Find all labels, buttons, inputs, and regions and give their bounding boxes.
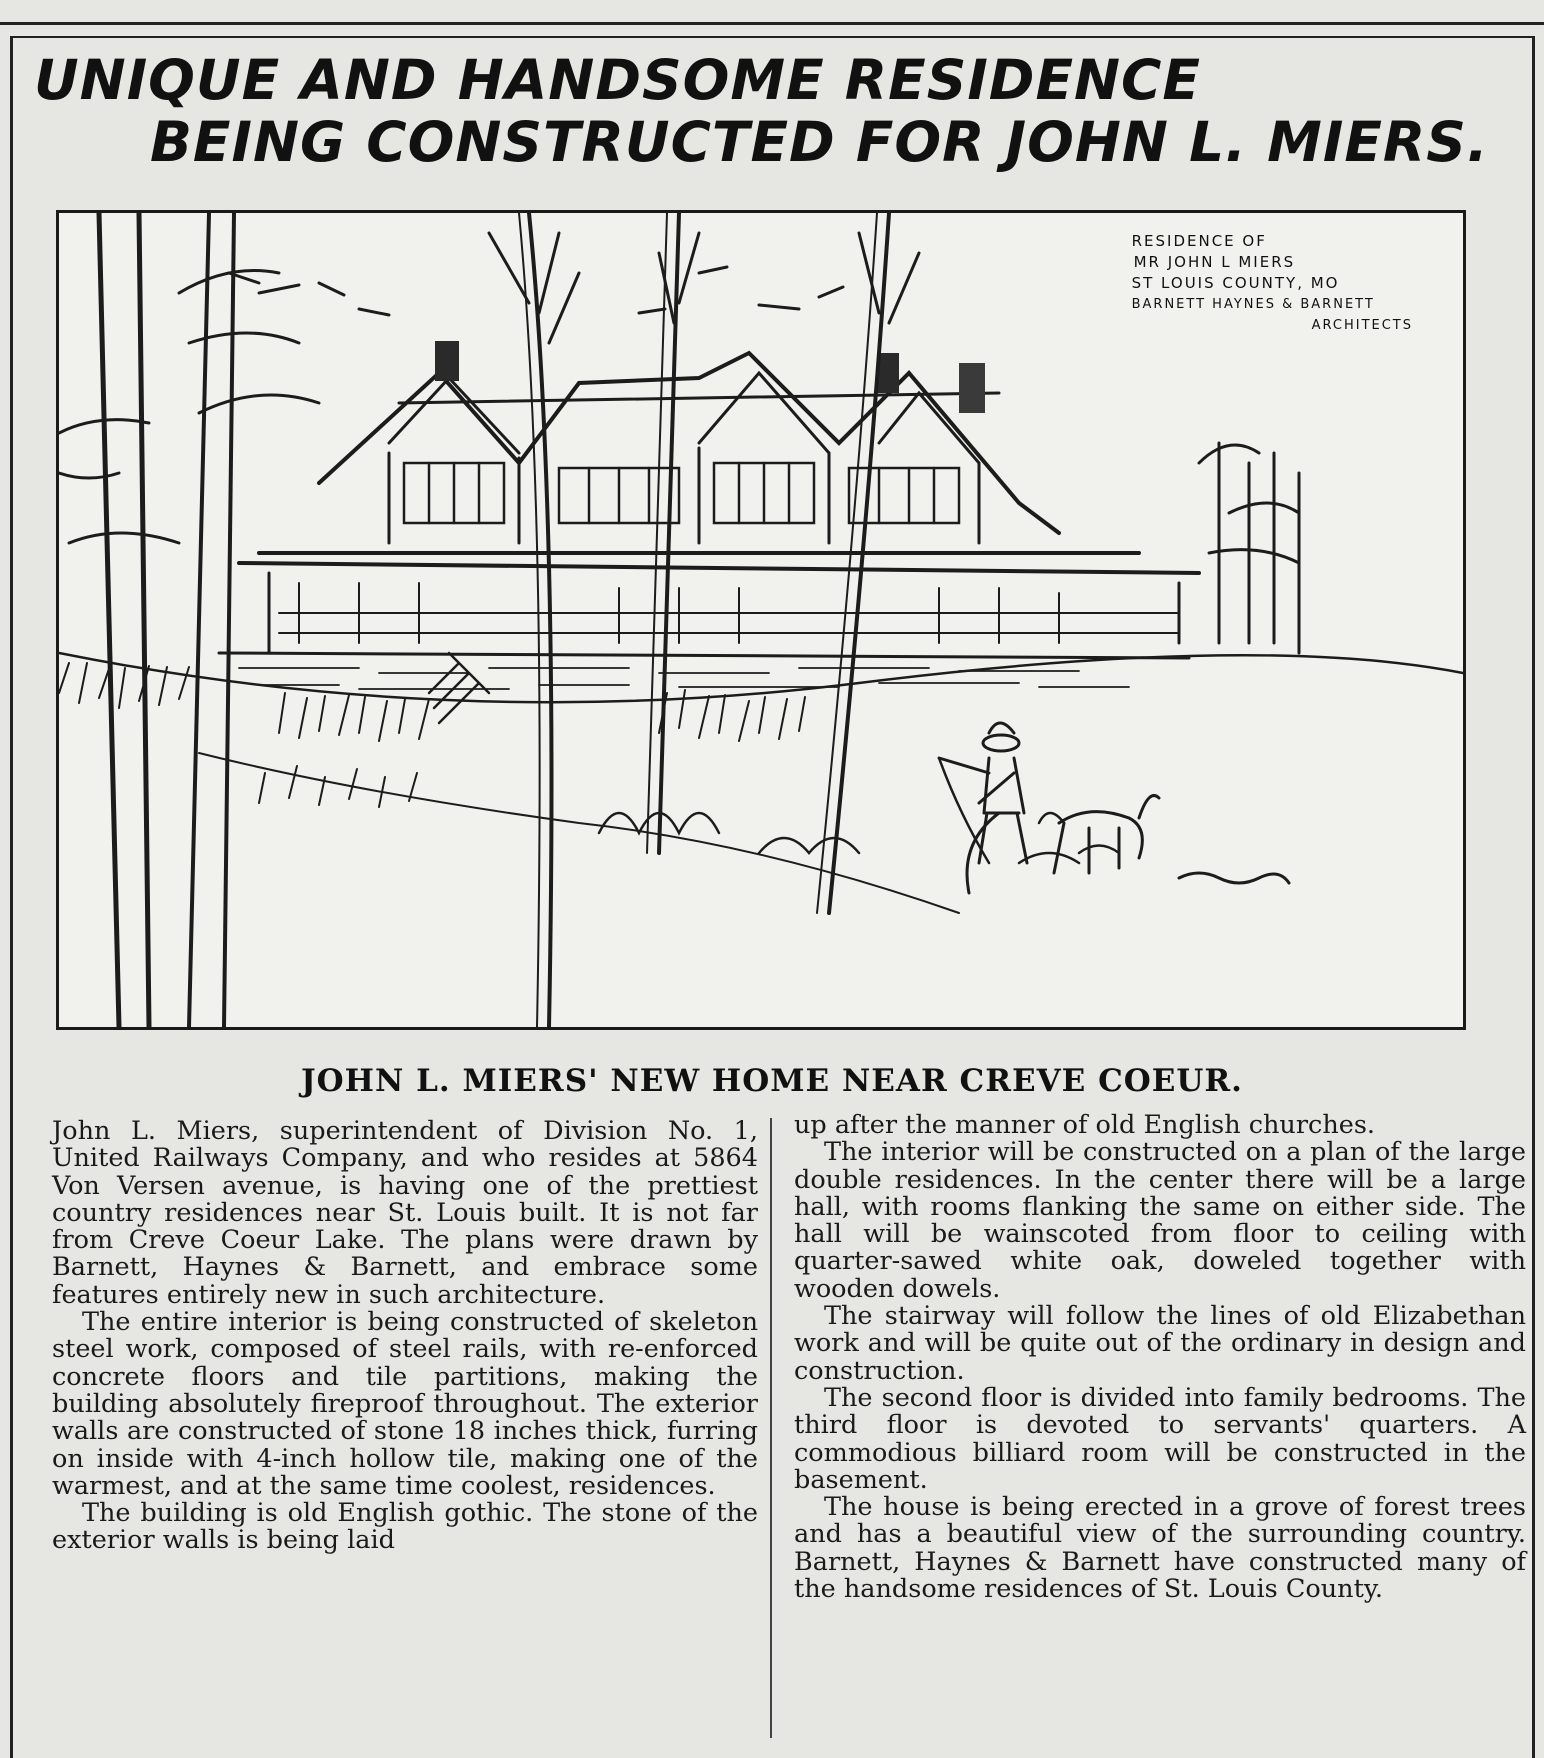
- caption-owner: MR JOHN L MIERS: [1133, 253, 1296, 271]
- paragraph: The entire interior is being constructed of skeleton steel work, composed of steel rails, with re-enforced concrete floors and tile partitions, making the building absolutely fireproof throughout. The exterior walls are constructed of stone 18 inches thick, furring on inside with 4-inch hollow tile, making one of the warmest, and at the same time coolest, residences.: [52, 1307, 758, 1501]
- caption-residence-of: RESIDENCE OF: [1131, 232, 1267, 250]
- frame-right-rule: [1532, 36, 1535, 1758]
- paragraph: John L. Miers, superintendent of Division No. 1, United Railways Company, and who resides at 5864 Von Versen avenue, is having one of the prettiest country residences near St. Louis built. It is not far from Creve Coeur Lake. The plans were drawn by Barnett, Haynes & Barnett, and embrace some features entirely new in such architecture.: [52, 1116, 758, 1310]
- illustration-caption: [1132, 231, 1413, 336]
- caption-architects: ARCHITECTS: [1311, 318, 1413, 333]
- residence-illustration: [56, 210, 1466, 1030]
- frame-left-rule: [10, 36, 13, 1758]
- paragraph: The interior will be constructed on a plan of the large double residences. In the center there will be a large hall, with rooms flanking the same on either side. The hall will be wainscoted from floor to ceiling with quarter-sawed white oak, doweled together with wooden dowels.: [794, 1137, 1526, 1304]
- headline-line-2: BEING CONSTRUCTED FOR JOHN L. MIERS.: [150, 110, 1489, 174]
- frame-top-rule: [10, 36, 1535, 38]
- caption-architects-firm: BARNETT HAYNES & BARNETT: [1131, 297, 1375, 312]
- column-divider: [770, 1118, 772, 1738]
- paragraph: up after the manner of old English churches.: [794, 1110, 1376, 1140]
- paragraph: The second floor is divided into family bedrooms. The third floor is devoted to servants' quarters. A commodious billiard room will be constructed in the basement.: [794, 1382, 1526, 1495]
- article-column-1: [52, 1118, 758, 1555]
- article-subheadline: JOHN L. MIERS' NEW HOME NEAR CREVE COEUR.: [301, 1063, 1243, 1099]
- caption-location: ST LOUIS COUNTY, MO: [1131, 274, 1340, 292]
- paragraph: The house is being erected in a grove of forest trees and has a beautiful view of the surrounding country. Barnett, Haynes & Barnett have constructed many of the handsome residences of St. Louis County.: [794, 1492, 1526, 1605]
- paragraph: The building is old English gothic. The stone of the exterior walls is being laid: [52, 1498, 758, 1556]
- paragraph: The stairway will follow the lines of old Elizabethan work and will be quite out of the ordinary in design and construction.: [794, 1301, 1526, 1386]
- article-column-2: [794, 1112, 1526, 1603]
- top-rule: [0, 22, 1544, 25]
- headline-line-1: UNIQUE AND HANDSOME RESIDENCE: [34, 48, 1201, 112]
